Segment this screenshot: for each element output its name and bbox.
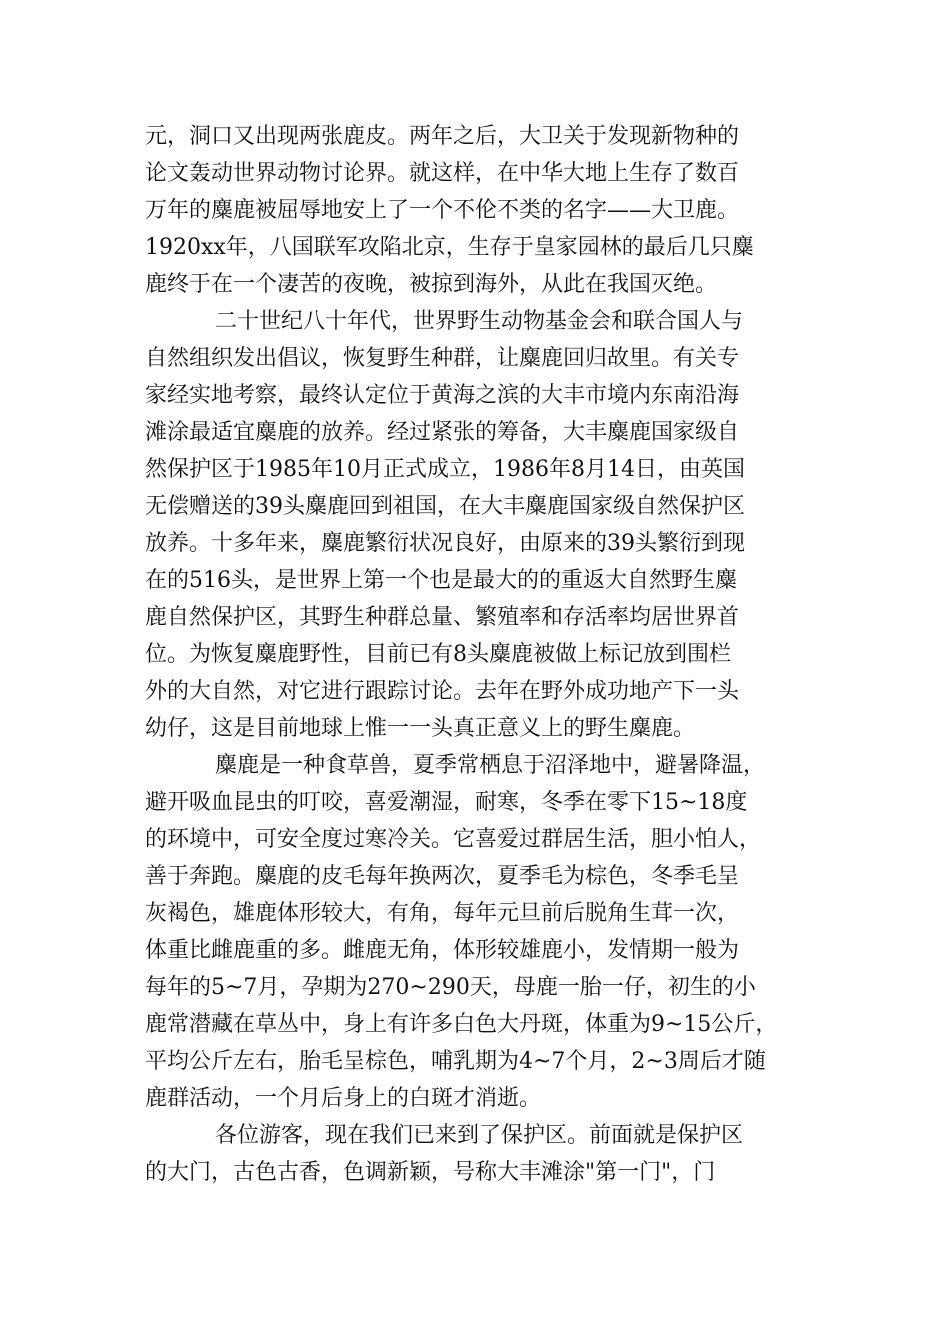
text-line: 体重比雌鹿重的多。雌鹿无角，体形较雄鹿小，发情期一般为 <box>145 938 740 963</box>
text-line: 二十世纪八十年代，世界野生动物基金会和联合国人与 <box>215 309 744 334</box>
text-line: 1920xx年，八国联军攻陷北京，生存于皇家园林的最后几只麋 <box>145 235 754 260</box>
text-line: 平均公斤左右，胎毛呈棕色，哺乳期为4~7个月，2~3周后才随 <box>145 1049 766 1074</box>
paragraph-4 <box>145 1117 810 1191</box>
text-line: 麋鹿是一种食草兽，夏季常栖息于沼泽地中，避暑降温， <box>215 753 766 778</box>
text-line: 鹿群活动，一个月后身上的白斑才消逝。 <box>145 1086 542 1111</box>
paragraph-1 <box>145 118 810 303</box>
text-line: 元，洞口又出现两张鹿皮。两年之后，大卫关于发现新物种的 <box>145 124 740 149</box>
text-line: 善于奔跑。麋鹿的皮毛每年换两次，夏季毛为棕色，冬季毛呈 <box>145 864 740 889</box>
text-line: 滩涂最适宜麋鹿的放养。经过紧张的筹备，大丰麋鹿国家级自 <box>145 420 740 445</box>
text-line: 然保护区于1985年10月正式成立，1986年8月14日，由英国 <box>145 457 745 482</box>
text-line: 灰褐色，雄鹿体形较大，有角，每年元旦前后脱角生茸一次， <box>145 901 740 926</box>
text-line: 避开吸血昆虫的叮咬，喜爱潮湿，耐寒，冬季在零下15~18度 <box>145 790 748 815</box>
paragraph-3 <box>145 747 810 1117</box>
text-line: 万年的麋鹿被屈辱地安上了一个不伦不类的名字——大卫鹿。 <box>145 198 740 223</box>
text-line: 论文轰动世界动物讨论界。就这样，在中华大地上生存了数百 <box>145 161 740 186</box>
text-line: 位。为恢复麋鹿野性，目前已有8头麋鹿被做上标记放到围栏 <box>145 642 731 667</box>
paragraph-2 <box>145 303 810 747</box>
text-line: 鹿常潜藏在草丛中，身上有许多白色大丹斑，体重为9~15公斤， <box>145 1012 778 1037</box>
text-line: 外的大自然，对它进行跟踪讨论。去年在野外成功地产下一头 <box>145 679 740 704</box>
text-line: 鹿终于在一个凄苦的夜晚，被掠到海外，从此在我国灭绝。 <box>145 272 718 297</box>
text-line: 自然组织发出倡议，恢复野生种群，让麋鹿回归故里。有关专 <box>145 346 740 371</box>
text-line: 鹿自然保护区，其野生种群总量、繁殖率和存活率均居世界首 <box>145 605 740 630</box>
text-line: 放养。十多年来，麋鹿繁衍状况良好，由原来的39头繁衍到现 <box>145 531 745 556</box>
text-line: 的环境中，可安全度过寒冷关。它喜爱过群居生活，胆小怕人， <box>145 827 762 852</box>
text-line: 的大门，古色古香，色调新颖，号称大丰滩涂"第一门"，门 <box>145 1160 716 1185</box>
text-line: 幼仔，这是目前地球上惟一一头真正意义上的野生麋鹿。 <box>145 716 696 741</box>
text-line: 各位游客，现在我们已来到了保护区。前面就是保护区 <box>215 1123 744 1148</box>
text-line: 在的516头，是世界上第一个也是最大的的重返大自然野生麋 <box>145 568 737 593</box>
text-line: 每年的5~7月，孕期为270~290天，母鹿一胎一仔，初生的小 <box>145 975 756 1000</box>
text-line: 家经实地考察，最终认定位于黄海之滨的大丰市境内东南沿海 <box>145 383 740 408</box>
document-body <box>145 118 810 1191</box>
text-line: 无偿赠送的39头麋鹿回到祖国，在大丰麋鹿国家级自然保护区 <box>145 494 745 519</box>
